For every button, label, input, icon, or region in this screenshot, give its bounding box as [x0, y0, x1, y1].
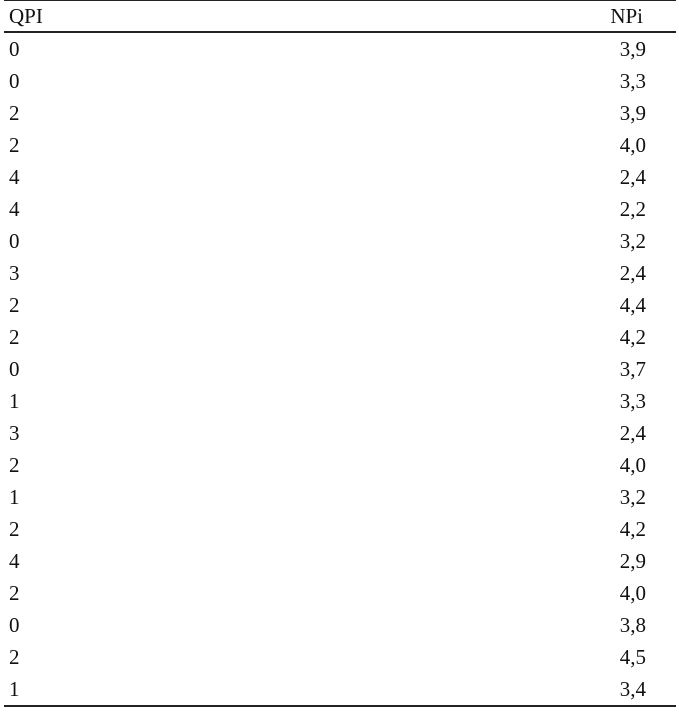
cell-npi: 3,4	[619, 676, 646, 701]
cell-npi: 3,3	[619, 388, 646, 413]
header-qpi: QPI	[9, 3, 43, 28]
table-row	[4, 545, 676, 577]
cell-qpi: 2	[9, 292, 20, 317]
table-row	[4, 65, 676, 97]
table-row	[4, 609, 676, 641]
table-row	[4, 417, 676, 449]
cell-npi: 2,4	[619, 420, 646, 445]
cell-npi: 4,2	[619, 516, 646, 541]
cell-qpi: 2	[9, 324, 20, 349]
cell-qpi: 2	[9, 452, 20, 477]
cell-qpi: 3	[9, 420, 20, 445]
cell-qpi: 0	[9, 36, 20, 61]
cell-qpi: 1	[9, 484, 20, 509]
cell-qpi: 0	[9, 356, 20, 381]
cell-qpi: 3	[9, 260, 20, 285]
table-row	[4, 321, 676, 353]
table-row	[4, 577, 676, 609]
cell-npi: 2,4	[619, 164, 646, 189]
table-row	[4, 481, 676, 513]
table-row	[4, 641, 676, 673]
table-row	[4, 257, 676, 289]
table-row	[4, 161, 676, 193]
cell-qpi: 0	[9, 228, 20, 253]
cell-npi: 4,0	[619, 452, 646, 477]
cell-npi: 4,0	[619, 132, 646, 157]
cell-npi: 2,2	[619, 196, 646, 221]
cell-qpi: 1	[9, 676, 20, 701]
table-row	[4, 129, 676, 161]
cell-npi: 3,3	[619, 68, 646, 93]
cell-qpi: 4	[9, 164, 20, 189]
table-row	[4, 449, 676, 481]
cell-qpi: 4	[9, 548, 20, 573]
table-row	[4, 289, 676, 321]
table-body	[4, 33, 676, 705]
table-row	[4, 225, 676, 257]
cell-qpi: 0	[9, 612, 20, 637]
cell-qpi: 4	[9, 196, 20, 221]
cell-npi: 4,0	[619, 580, 646, 605]
table-row	[4, 513, 676, 545]
cell-npi: 3,9	[619, 100, 646, 125]
cell-npi: 2,9	[619, 548, 646, 573]
table-row	[4, 193, 676, 225]
cell-npi: 4,5	[619, 644, 646, 669]
cell-qpi: 2	[9, 100, 20, 125]
table-row	[4, 97, 676, 129]
header-npi: NPi	[610, 3, 643, 28]
cell-npi: 3,9	[619, 36, 646, 61]
cell-npi: 3,2	[619, 228, 646, 253]
cell-qpi: 2	[9, 132, 20, 157]
cell-npi: 4,2	[619, 324, 646, 349]
table-bottom-rule	[4, 705, 676, 707]
cell-qpi: 2	[9, 580, 20, 605]
cell-qpi: 2	[9, 644, 20, 669]
table-row	[4, 385, 676, 417]
cell-npi: 4,4	[619, 292, 646, 317]
table-header-row	[4, 1, 676, 31]
cell-qpi: 1	[9, 388, 20, 413]
table-row	[4, 33, 676, 65]
data-table	[4, 0, 676, 707]
table-row	[4, 353, 676, 385]
cell-npi: 3,2	[619, 484, 646, 509]
cell-qpi: 2	[9, 516, 20, 541]
cell-npi: 3,7	[619, 356, 646, 381]
cell-qpi: 0	[9, 68, 20, 93]
cell-npi: 3,8	[619, 612, 646, 637]
table-row	[4, 673, 676, 705]
cell-npi: 2,4	[619, 260, 646, 285]
